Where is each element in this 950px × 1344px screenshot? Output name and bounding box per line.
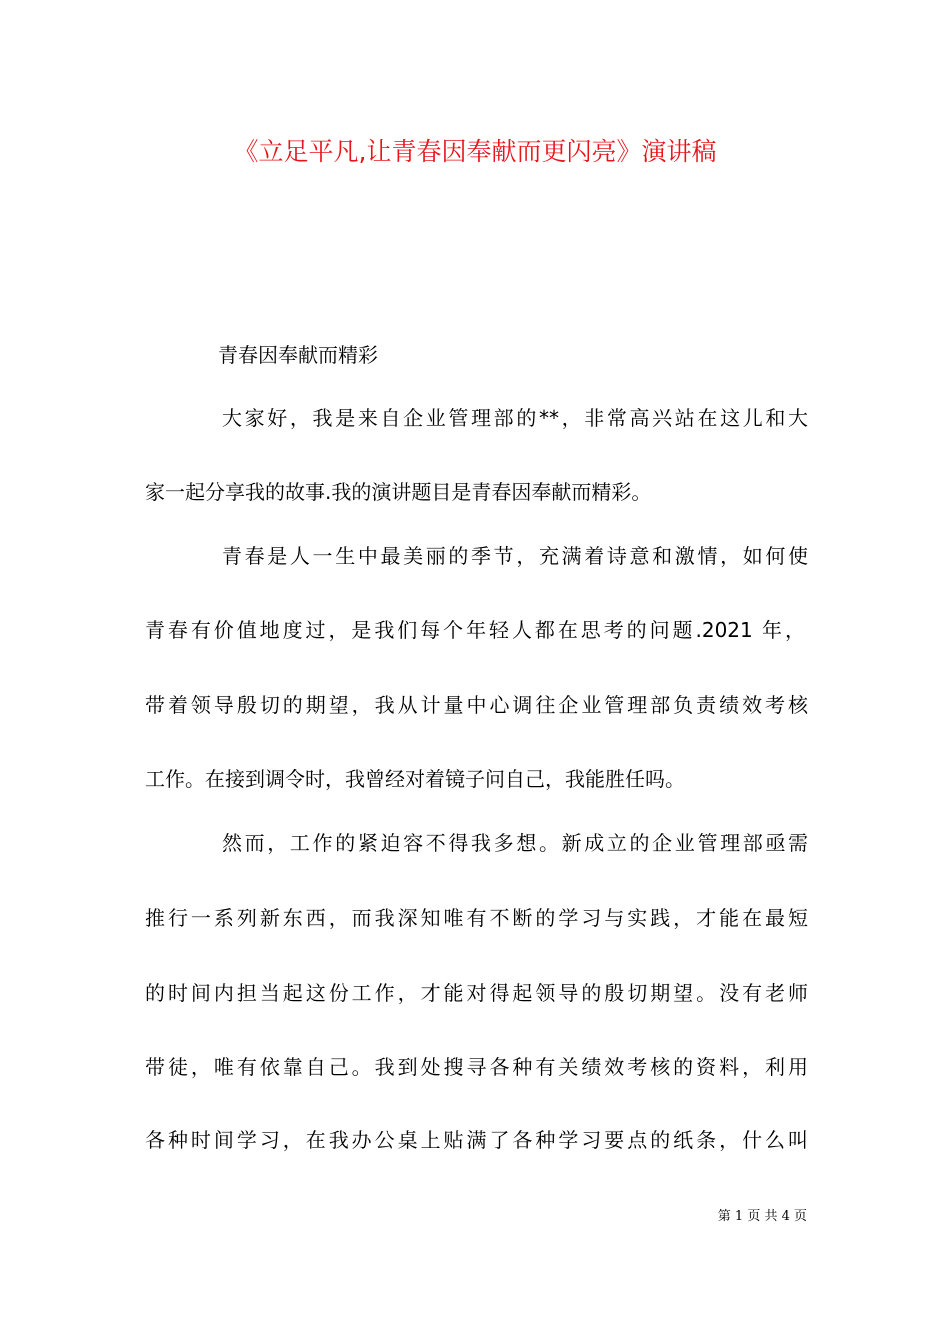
document-title: 《立足平凡,让青春因奉献而更闪亮》演讲稿 xyxy=(233,137,717,166)
document-subtitle: 青春因奉献而精彩 xyxy=(218,343,378,367)
paragraph-line: 带徒，唯有依靠自己。我到处搜寻各种有关绩效考核的资料，利用 xyxy=(145,1055,808,1079)
paragraph-line: 家一起分享我的故事.我的演讲题目是青春因奉献而精彩。 xyxy=(145,480,652,504)
paragraph-line: 青春是人一生中最美丽的季节，充满着诗意和激情，如何使 xyxy=(222,544,808,568)
paragraph-line: 的时间内担当起这份工作，才能对得起领导的殷切期望。没有老师 xyxy=(145,981,808,1005)
paragraph-line: 青春有价值地度过，是我们每个年轻人都在思考的问题.2021 年， xyxy=(145,618,805,642)
paragraph-line: 工作。在接到调令时，我曾经对着镜子问自己，我能胜任吗。 xyxy=(145,767,685,791)
paragraph-line: 推行一系列新东西，而我深知唯有不断的学习与实践，才能在最短 xyxy=(145,906,808,930)
page-number-footer: 第 1 页 共 4 页 xyxy=(717,1209,807,1224)
paragraph-line: 各种时间学习，在我办公桌上贴满了各种学习要点的纸条，什么叫 xyxy=(145,1128,808,1152)
paragraph-line: 大家好，我是来自企业管理部的**，非常高兴站在这儿和大 xyxy=(222,406,808,430)
paragraph-line: 然而，工作的紧迫容不得我多想。新成立的企业管理部亟需 xyxy=(222,831,808,855)
paragraph-line: 带着领导殷切的期望，我从计量中心调往企业管理部负责绩效考核 xyxy=(145,693,808,717)
